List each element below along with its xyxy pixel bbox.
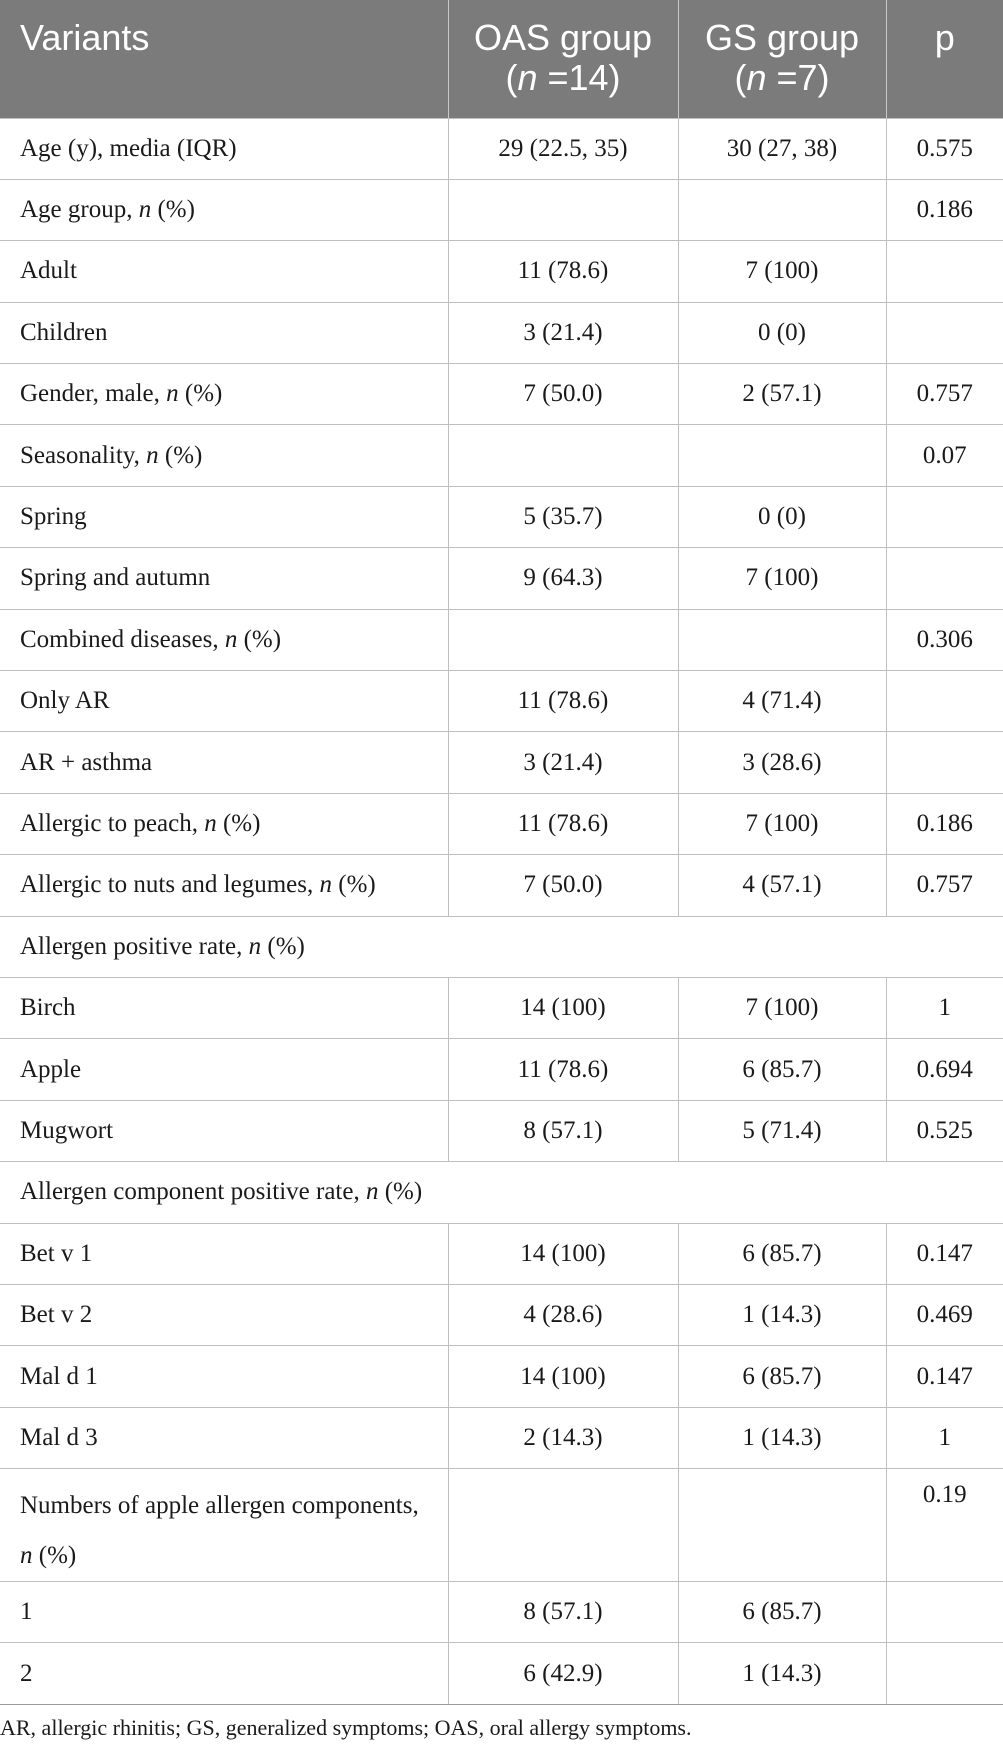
row-label-text: AR + asthma (20, 748, 153, 776)
row-label-text: Seasonality, (20, 441, 147, 469)
oas-cell: 9 (64.3) (448, 548, 678, 609)
row-label (0, 732, 448, 793)
gs-cell (678, 425, 886, 486)
gs-cell: 7 (100) (678, 977, 886, 1038)
p-value-cell (886, 302, 1003, 363)
row-label-text: Mal d 1 (20, 1362, 98, 1390)
table-row (0, 1162, 1003, 1223)
p-value-cell: 0.19 (886, 1469, 1003, 1582)
row-label (0, 1039, 448, 1100)
gs-cell: 7 (100) (678, 793, 886, 854)
row-label-text: 2 (20, 1659, 33, 1687)
row-label (0, 118, 448, 179)
gs-cell: 0 (0) (678, 302, 886, 363)
p-value-cell (886, 1643, 1003, 1704)
p-value-cell: 0.757 (886, 855, 1003, 916)
gs-cell: 2 (57.1) (678, 364, 886, 425)
oas-cell: 2 (14.3) (448, 1407, 678, 1468)
row-label-text: Birch (20, 994, 76, 1022)
row-label (0, 179, 448, 240)
row-label-suffix: (%) (178, 380, 223, 408)
header-oas-group: OAS group (n =14) (448, 0, 678, 118)
row-label (0, 609, 448, 670)
p-value-cell (886, 732, 1003, 793)
p-value-cell (886, 1582, 1003, 1643)
table-row (0, 179, 1003, 240)
table-row (0, 1284, 1003, 1345)
p-value-cell (886, 671, 1003, 732)
table-row (0, 916, 1003, 977)
gs-cell: 4 (71.4) (678, 671, 886, 732)
table-row (0, 1643, 1003, 1704)
table-row (0, 855, 1003, 916)
gs-cell (678, 609, 886, 670)
p-value-cell: 0.147 (886, 1346, 1003, 1407)
row-label (0, 977, 448, 1038)
table-row (0, 118, 1003, 179)
row-label-text: Gender, male, (20, 380, 167, 408)
row-label-italic: n (224, 625, 238, 653)
oas-cell: 7 (50.0) (448, 855, 678, 916)
table-row (0, 1223, 1003, 1284)
p-value-cell: 0.147 (886, 1223, 1003, 1284)
row-label-text: Mal d 3 (20, 1423, 98, 1451)
row-label-text: Combined diseases, (20, 625, 225, 653)
oas-cell: 8 (57.1) (448, 1582, 678, 1643)
row-label-suffix: (%) (216, 809, 261, 837)
table-row (0, 1407, 1003, 1468)
row-label (0, 486, 448, 547)
table-row (0, 793, 1003, 854)
row-label-italic: n (248, 932, 262, 960)
row-label-suffix: (%) (261, 932, 305, 960)
gs-cell (678, 179, 886, 240)
table-row (0, 1582, 1003, 1643)
row-label-text: Mugwort (20, 1116, 114, 1144)
oas-cell: 3 (21.4) (448, 302, 678, 363)
row-label (0, 241, 448, 302)
oas-cell: 11 (78.6) (448, 1039, 678, 1100)
table-row (0, 364, 1003, 425)
p-value-cell: 0.07 (886, 425, 1003, 486)
row-label-italic: n (319, 871, 332, 899)
oas-cell: 14 (100) (448, 977, 678, 1038)
row-label-text: Spring and autumn (20, 564, 211, 592)
p-value-cell (886, 548, 1003, 609)
oas-cell: 11 (78.6) (448, 793, 678, 854)
table-body (0, 118, 1003, 1704)
row-label (0, 671, 448, 732)
table-row (0, 302, 1003, 363)
oas-cell (448, 425, 678, 486)
p-value-cell (886, 486, 1003, 547)
oas-cell (448, 609, 678, 670)
row-label-text: Allergen positive rate, (20, 932, 249, 960)
p-value-cell: 0.694 (886, 1039, 1003, 1100)
p-value-cell (886, 241, 1003, 302)
gs-cell: 6 (85.7) (678, 1582, 886, 1643)
table-row (0, 732, 1003, 793)
row-label-italic: n (138, 196, 152, 224)
oas-cell: 11 (78.6) (448, 241, 678, 302)
gs-cell: 6 (85.7) (678, 1223, 886, 1284)
row-label (0, 425, 448, 486)
table-row (0, 548, 1003, 609)
table-row (0, 609, 1003, 670)
row-label-text: Age group, (20, 196, 139, 224)
row-label-suffix: (%) (151, 196, 195, 224)
row-label (0, 793, 448, 854)
row-label (0, 1407, 448, 1468)
oas-cell: 3 (21.4) (448, 732, 678, 793)
table-row (0, 671, 1003, 732)
row-label (0, 916, 1003, 977)
row-label-italic: n (365, 1178, 379, 1206)
row-label-text: 1 (20, 1598, 33, 1626)
oas-cell (448, 179, 678, 240)
row-label-italic: n (146, 441, 159, 469)
row-label-text: Numbers of apple allergen components, (20, 1492, 419, 1520)
row-label (0, 1582, 448, 1643)
p-value-cell: 0.186 (886, 793, 1003, 854)
table-row (0, 241, 1003, 302)
row-label (0, 364, 448, 425)
row-label-text: Allergic to nuts and legumes, (20, 871, 320, 899)
oas-cell: 14 (100) (448, 1346, 678, 1407)
gs-cell: 1 (14.3) (678, 1407, 886, 1468)
table-row (0, 1469, 1003, 1582)
gs-cell: 7 (100) (678, 241, 886, 302)
p-value-cell: 0.186 (886, 179, 1003, 240)
gs-cell: 1 (14.3) (678, 1643, 886, 1704)
row-label-suffix: (%) (237, 625, 282, 653)
row-label-text: Allergen component positive rate, (20, 1178, 366, 1206)
p-value-cell: 0.306 (886, 609, 1003, 670)
gs-cell: 3 (28.6) (678, 732, 886, 793)
row-label-text: Allergic to peach, (20, 809, 205, 837)
oas-cell: 5 (35.7) (448, 486, 678, 547)
header-variants: Variants (0, 0, 448, 118)
oas-cell: 8 (57.1) (448, 1100, 678, 1161)
oas-cell: 6 (42.9) (448, 1643, 678, 1704)
table-row (0, 425, 1003, 486)
row-label-text: Spring (20, 503, 87, 531)
header-p: p (886, 0, 1003, 118)
gs-cell (678, 1469, 886, 1582)
row-label (0, 1346, 448, 1407)
header-row (0, 0, 1003, 118)
row-label (0, 1162, 1003, 1223)
oas-cell: 7 (50.0) (448, 364, 678, 425)
row-label (0, 1223, 448, 1284)
table-row (0, 486, 1003, 547)
table-footnote: AR, allergic rhinitis; GS, generalized symptoms; OAS, oral allergy symptoms. (0, 1714, 692, 1740)
row-label-italic: n (166, 380, 179, 408)
p-value-cell: 0.469 (886, 1284, 1003, 1345)
row-label (0, 855, 448, 916)
row-label-text: Only AR (20, 687, 110, 715)
row-label (0, 302, 448, 363)
p-value-cell: 1 (886, 977, 1003, 1038)
row-label-text: Children (20, 318, 108, 346)
oas-cell: 29 (22.5, 35) (448, 118, 678, 179)
row-label (0, 1643, 448, 1704)
gs-cell: 6 (85.7) (678, 1346, 886, 1407)
table-row (0, 1100, 1003, 1161)
oas-cell: 14 (100) (448, 1223, 678, 1284)
row-label (0, 1284, 448, 1345)
row-label (0, 1100, 448, 1161)
row-label-suffix: (%) (378, 1178, 423, 1206)
p-value-cell: 1 (886, 1407, 1003, 1468)
row-label-italic: n (204, 809, 217, 837)
row-label-text: Age (y), media (IQR) (20, 134, 237, 162)
p-value-cell: 0.575 (886, 118, 1003, 179)
table-header (0, 0, 1003, 118)
p-value-cell: 0.757 (886, 364, 1003, 425)
row-label (0, 1469, 448, 1582)
gs-cell: 1 (14.3) (678, 1284, 886, 1345)
row-label-text: Bet v 2 (20, 1301, 93, 1329)
gs-cell: 5 (71.4) (678, 1100, 886, 1161)
gs-cell: 30 (27, 38) (678, 118, 886, 179)
p-value-cell: 0.525 (886, 1100, 1003, 1161)
header-gs-group: GS group (n =7) (678, 0, 886, 118)
row-label-text: Adult (20, 257, 77, 285)
row-label-italic: n (20, 1542, 33, 1570)
row-label-text: Bet v 1 (20, 1239, 93, 1267)
row-label (0, 548, 448, 609)
row-label-suffix: (%) (158, 441, 203, 469)
gs-cell: 6 (85.7) (678, 1039, 886, 1100)
table-row (0, 977, 1003, 1038)
row-label-suffix: (%) (332, 871, 376, 899)
oas-cell: 4 (28.6) (448, 1284, 678, 1345)
row-label-text: Apple (20, 1055, 82, 1083)
row-label-suffix: (%) (32, 1542, 77, 1570)
gs-cell: 0 (0) (678, 486, 886, 547)
oas-cell (448, 1469, 678, 1582)
gs-cell: 7 (100) (678, 548, 886, 609)
oas-cell: 11 (78.6) (448, 671, 678, 732)
gs-cell: 4 (57.1) (678, 855, 886, 916)
table-row (0, 1346, 1003, 1407)
table-row (0, 1039, 1003, 1100)
